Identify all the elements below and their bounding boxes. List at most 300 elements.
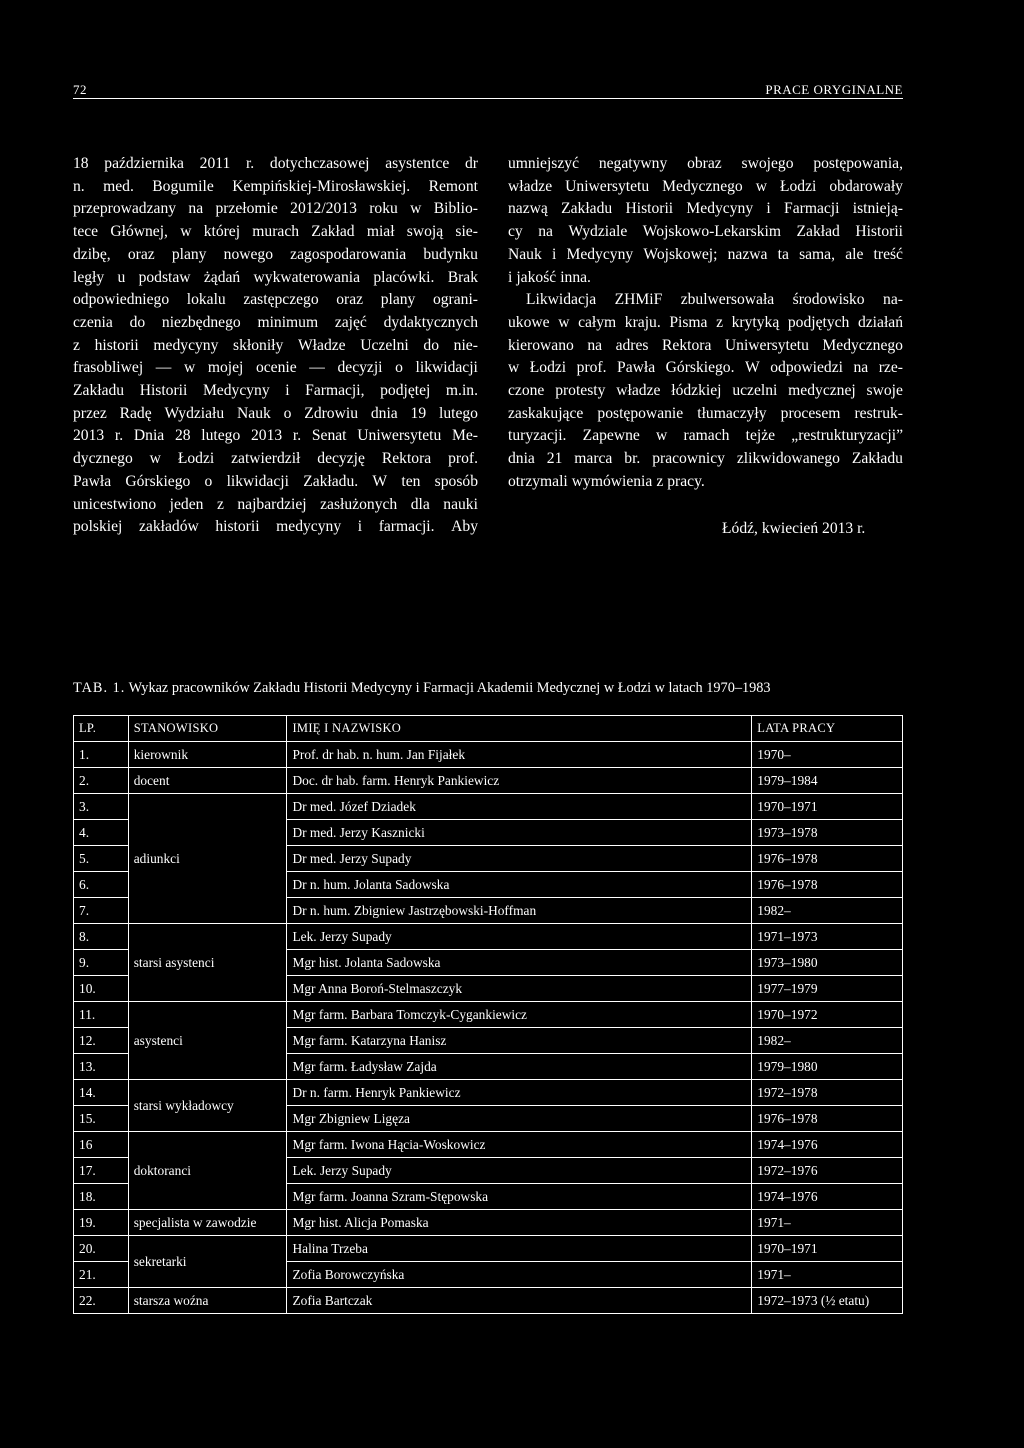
word: lokalu [186,291,226,309]
cell-name: Dr med. Józef Dziadek [287,794,752,820]
word: Górskiego [125,472,191,490]
cell-years: 1970– [752,742,903,768]
word: żądań [203,268,241,286]
cell-name: Mgr Zbigniew Ligęza [287,1106,752,1132]
word: — [155,359,172,377]
word: ukowe [508,313,550,331]
cell-years: 1970–1972 [752,1002,903,1028]
word: o [204,472,213,490]
word: murach [252,223,300,241]
cell-lp: 3. [74,794,129,820]
word: Łodzi [529,359,567,377]
cell-position: starsi asystenci [128,924,287,1002]
word: roku [369,200,398,218]
table-caption [73,680,903,697]
word: kraju. [624,313,661,331]
word: nauki [443,495,478,513]
word: i [766,200,771,218]
word: na- [883,291,903,309]
cell-lp: 13. [74,1054,129,1080]
word: m.in. [445,382,478,400]
word: Zakładu. [303,472,359,490]
word: dotychczasowej [269,155,370,172]
word: wymówienia [571,472,653,490]
word: Kempińskiej-Mirosławskiej. [232,177,411,195]
word: na [587,336,603,354]
cell-years: 1977–1979 [752,976,903,1002]
word: Wojskowej; [643,245,718,263]
cell-years: 1971–1973 [752,924,903,950]
cell-lp: 22. [74,1288,129,1314]
cell-lp: 15. [74,1106,129,1132]
word: i [357,518,363,536]
text-line [73,448,478,471]
header-years: LATA PRACY [752,716,903,742]
text-line [73,267,478,290]
word: Wydziału [164,404,225,422]
word: ZHMiF [614,291,663,309]
text-line [73,198,478,221]
cell-lp: 8. [74,924,129,950]
cell-name: Mgr hist. Jolanta Sadowska [287,950,752,976]
word: w [656,427,668,445]
cell-years: 1974–1976 [752,1132,903,1158]
cell-name: Dr n. hum. Zbigniew Jastrzębowski-Hoffman [287,898,752,924]
word: do [423,336,439,354]
word: sama, [799,245,836,263]
word: sposób [434,472,478,490]
word: prof. [576,359,607,377]
word: Rektora [662,336,712,354]
word: niezbędnego [161,313,241,331]
word: legły [73,268,105,286]
text-line [73,244,478,267]
word: zagospodarowania [290,245,407,263]
word: marca [574,450,613,468]
word: w [149,450,161,468]
text-line [508,289,903,312]
word: nazwa [727,245,768,263]
cell-lp: 21. [74,1262,129,1288]
word: Uczelni [360,336,409,354]
word: na [188,200,204,218]
cell-name: Mgr Anna Boroń-Stelmaszczyk [287,976,752,1002]
word: Aby [451,518,478,536]
cell-years: 1973–1980 [752,950,903,976]
word: Medycyny [686,200,754,218]
word: dycznego [73,450,133,468]
cell-lp: 14. [74,1080,129,1106]
word: lutego [201,427,241,445]
word: dr [465,155,478,172]
word: Zakładu [561,200,613,218]
word: Radę [119,404,152,422]
word: na [538,223,553,241]
cell-lp: 1. [74,742,129,768]
table-row [74,1210,903,1236]
word: r. [245,155,255,172]
word: łódzkiej [671,382,722,400]
header-position: STANOWISKO [128,716,287,742]
word: Łodzi [177,450,215,468]
word: najbardziej [237,495,307,513]
cell-name: Mgr farm. Katarzyna Hanisz [287,1028,752,1054]
word: władze [508,177,553,195]
word: w [180,223,192,241]
cell-lp: 4. [74,820,129,846]
word: 2011 [199,155,231,172]
word: Głównej, [110,223,168,241]
word: Historii [855,223,903,241]
word: przełomie [215,200,278,218]
word: w [508,359,520,377]
cell-position: kierownik [128,742,287,768]
word: ograni- [432,291,478,309]
word: 2013 [73,427,105,445]
word: przez [73,404,107,422]
word: Dnia [133,427,165,445]
word: Me- [452,427,478,445]
word: Likwidacja [526,291,597,309]
text-line [508,221,903,244]
word: Zakład [311,223,355,241]
cell-position: sekretarki [128,1236,287,1288]
word: 18 [73,155,89,172]
word: dydaktycznych [383,313,478,331]
word: decyzję [317,450,365,468]
text-line [73,289,478,312]
text-line [73,403,478,426]
text-line [73,221,478,244]
word: czenia [73,313,113,331]
cell-name: Dr n. farm. Henryk Pankiewicz [287,1080,752,1106]
text-line [73,153,478,176]
word: mojej [207,359,244,377]
cell-name: Zofia Bartczak [287,1288,752,1314]
section-title: PRACE ORYGINALNE [765,82,903,97]
cell-lp: 20. [74,1236,129,1262]
word: przeprowadzany [73,200,177,218]
cell-name: Dr med. Jerzy Supady [287,846,752,872]
cell-lp: 2. [74,768,129,794]
table-row [74,742,903,768]
word: minimum [257,313,319,331]
word: „restrukturyzacji” [791,427,903,445]
cell-years: 1974–1976 [752,1184,903,1210]
cell-years: 1982– [752,898,903,924]
word: Uniwersytetu [565,177,650,195]
word: plany [380,291,416,309]
word: oraz [336,291,364,309]
word: Zakładu [851,450,903,468]
header-lp: LP. [74,716,129,742]
cell-name: Dr med. Jerzy Kasznicki [287,820,752,846]
word: i [508,268,513,286]
word: zakładów [139,518,199,536]
word: Senat [311,427,347,445]
text-line [508,176,903,199]
cell-position: asystenci [128,1002,287,1080]
word: protesty [555,382,606,400]
word: pracownicy [652,450,725,468]
word: dla [410,495,430,513]
word: procesem [780,404,841,422]
cell-lp: 10. [74,976,129,1002]
word: 2012/2013 [290,200,357,218]
cell-position: doktoranci [128,1132,287,1210]
word: Pawła [617,359,656,377]
word: restruk- [854,404,903,422]
word: Zapewne [582,427,640,445]
cell-years: 1976–1978 [752,846,903,872]
cell-position: starsza woźna [128,1288,287,1314]
table-row [74,768,903,794]
word: wykwaterowania [253,268,361,286]
word: której [203,223,241,241]
word: zbulwersowała [680,291,775,309]
word: Brak [447,268,478,286]
page-number: 72 [73,82,87,97]
text-line [508,312,903,335]
word: historii [215,518,260,536]
word: obraz [687,155,722,172]
cell-lp: 12. [74,1028,129,1054]
text-line [508,471,903,494]
cell-years: 1973–1978 [752,820,903,846]
word: historii [94,336,139,354]
word: w [410,200,422,218]
word: na [853,359,869,377]
cell-name: Mgr farm. Joanna Szram-Stępowska [287,1184,752,1210]
word: zasłużonych [320,495,398,513]
text-line [508,380,903,403]
cell-years: 1971– [752,1210,903,1236]
cell-lp: 19. [74,1210,129,1236]
word: Remont [428,177,478,195]
cell-name: Mgr farm. Ładysław Zajda [287,1054,752,1080]
table-caption-text: Wykaz pracowników Zakładu Historii Medycyny i Farmacji Akademii Medycznej w Łodzi w latach 1970–1983 [128,680,771,696]
word: uczelni [732,382,778,400]
word: adres [615,336,649,354]
text-line [73,335,478,358]
word: medycyny [153,336,219,354]
text-line [73,312,478,335]
word: Uniwersytetu [724,336,809,354]
word: negatywny [598,155,668,172]
cell-lp: 18. [74,1184,129,1210]
word: odpowiedniego [73,291,170,309]
word: Medycyny [202,382,270,400]
word: plany [171,245,207,263]
word: polskiej [73,518,123,536]
word: Farmacji [784,200,840,218]
signoff: Łódź, kwiecień 2013 r. [722,519,866,537]
cell-lp: 9. [74,950,129,976]
word: z [73,336,80,354]
text-line [508,267,903,290]
word: Wydziale [568,223,628,241]
cell-lp: 6. [74,872,129,898]
word: i [551,245,557,263]
word: tece [73,223,99,241]
right-text-column [508,153,903,540]
table-row [74,1080,903,1106]
text-line [508,403,903,426]
word: oraz [127,245,155,263]
text-line [508,425,903,448]
word: W [745,359,760,377]
word: tejże [745,427,776,445]
word: skłoniły [233,336,284,354]
cell-name: Zofia Borowczyńska [287,1262,752,1288]
word: Farmacji, [305,382,365,400]
word: swojego [741,155,794,172]
word: tłumaczyły [697,404,767,422]
word: r. [114,427,124,445]
cell-name: Mgr farm. Barbara Tomczyk-Cygankiewicz [287,1002,752,1028]
text-line [508,335,903,358]
word: dzibę, [73,245,111,263]
word: — [309,359,325,377]
word: Uniwersytetu [357,427,442,445]
cell-years: 1970–1971 [752,1236,903,1262]
cell-name: Prof. dr hab. n. hum. Jan Fijałek [287,742,752,768]
word: dnia [508,450,535,468]
word: krytyką [731,313,780,331]
word: u [117,268,126,286]
table-row [74,1002,903,1028]
text-line [508,448,903,471]
word: obdarowały [829,177,903,195]
word: ale [845,245,864,263]
word: farmacji. [378,518,435,536]
word: inna. [560,268,591,286]
text-line [73,516,478,539]
table-row [74,1132,903,1158]
text-line [508,357,903,380]
word: do [129,313,146,331]
cell-name: Doc. dr hab. farm. Henryk Pankiewicz [287,768,752,794]
word: umniejszyć [508,155,580,172]
word: Medycznego [822,336,903,354]
left-text-column [73,153,478,539]
word: Bogumile [152,177,214,195]
word: zaskakujące [508,404,584,422]
cell-years: 1976–1978 [752,872,903,898]
table-row [74,1236,903,1262]
word: środowisko [792,291,865,309]
word: podjętych [787,313,850,331]
word: unicestwiono [73,495,157,513]
cell-years: 1976–1978 [752,1106,903,1132]
word: turyzacji. [508,427,567,445]
word: Zakładu [73,382,125,400]
word: z [216,495,224,513]
word: decyzji [337,359,383,377]
cell-position: specjalista w zawodzie [128,1210,287,1236]
cell-years: 1979–1980 [752,1054,903,1080]
word: Zdrowiu [304,404,358,422]
text-line [73,176,478,199]
word: podstaw [138,268,191,286]
cell-years: 1971– [752,1262,903,1288]
word: Medycznego [662,177,743,195]
cell-lp: 17. [74,1158,129,1184]
word: w [183,359,196,377]
word: swoje [866,382,903,400]
word: Pisma [669,313,708,331]
word: ocenie [255,359,297,377]
word: br. [624,450,641,468]
cell-lp: 5. [74,846,129,872]
word: Pawła [73,472,112,490]
word: sie- [455,223,478,241]
cell-years: 1970–1971 [752,794,903,820]
word: asystentce [385,155,450,172]
cell-position: adiunkci [128,794,287,924]
word: nazwą [508,200,548,218]
word: ten [401,472,421,490]
word: n. [73,177,85,195]
word: W [372,472,388,490]
table-header-row [74,716,903,742]
text-line [73,380,478,403]
word: władze [616,382,661,400]
cell-name: Lek. Jerzy Supady [287,924,752,950]
word: Nauk [237,404,271,422]
cell-years: 1972–1973 (½ etatu) [752,1288,903,1314]
word: kierowano [508,336,574,354]
cell-name: Dr n. hum. Jolanta Sadowska [287,872,752,898]
word: placówki. [373,268,435,286]
text-line [73,471,478,494]
word: postępowania, [813,155,903,172]
table-row [74,1288,903,1314]
word: zastępczego [243,291,319,309]
word: istnieją- [852,200,903,218]
word: swoją [406,223,444,241]
word: likwidacji [415,359,478,377]
word: w [755,177,767,195]
text-line [73,494,478,517]
word: Rektora [381,450,432,468]
word: Biblio- [433,200,478,218]
cell-years: 1972–1976 [752,1158,903,1184]
word: ramach [683,427,730,445]
cell-name: Lek. Jerzy Supady [287,1158,752,1184]
word: 28 [174,427,191,445]
table-row [74,924,903,950]
word: Medycyny [566,245,634,263]
word: otrzymali [508,472,568,490]
word: z [656,472,664,490]
text-line [508,153,903,176]
word: Górskiego. [665,359,735,377]
word: 21 [546,450,563,468]
word: zlikwidowanego [736,450,840,468]
word: nie- [453,336,478,354]
word: cy [508,223,523,241]
word: treść [873,245,903,263]
word: działań [857,313,903,331]
cell-years: 1982– [752,1028,903,1054]
cell-lp: 16 [74,1132,129,1158]
word: jakość [516,268,557,286]
staff-table [73,715,903,1314]
word: zatwierdził [231,450,301,468]
cell-years: 1979–1984 [752,768,903,794]
word: zajęć [334,313,367,331]
